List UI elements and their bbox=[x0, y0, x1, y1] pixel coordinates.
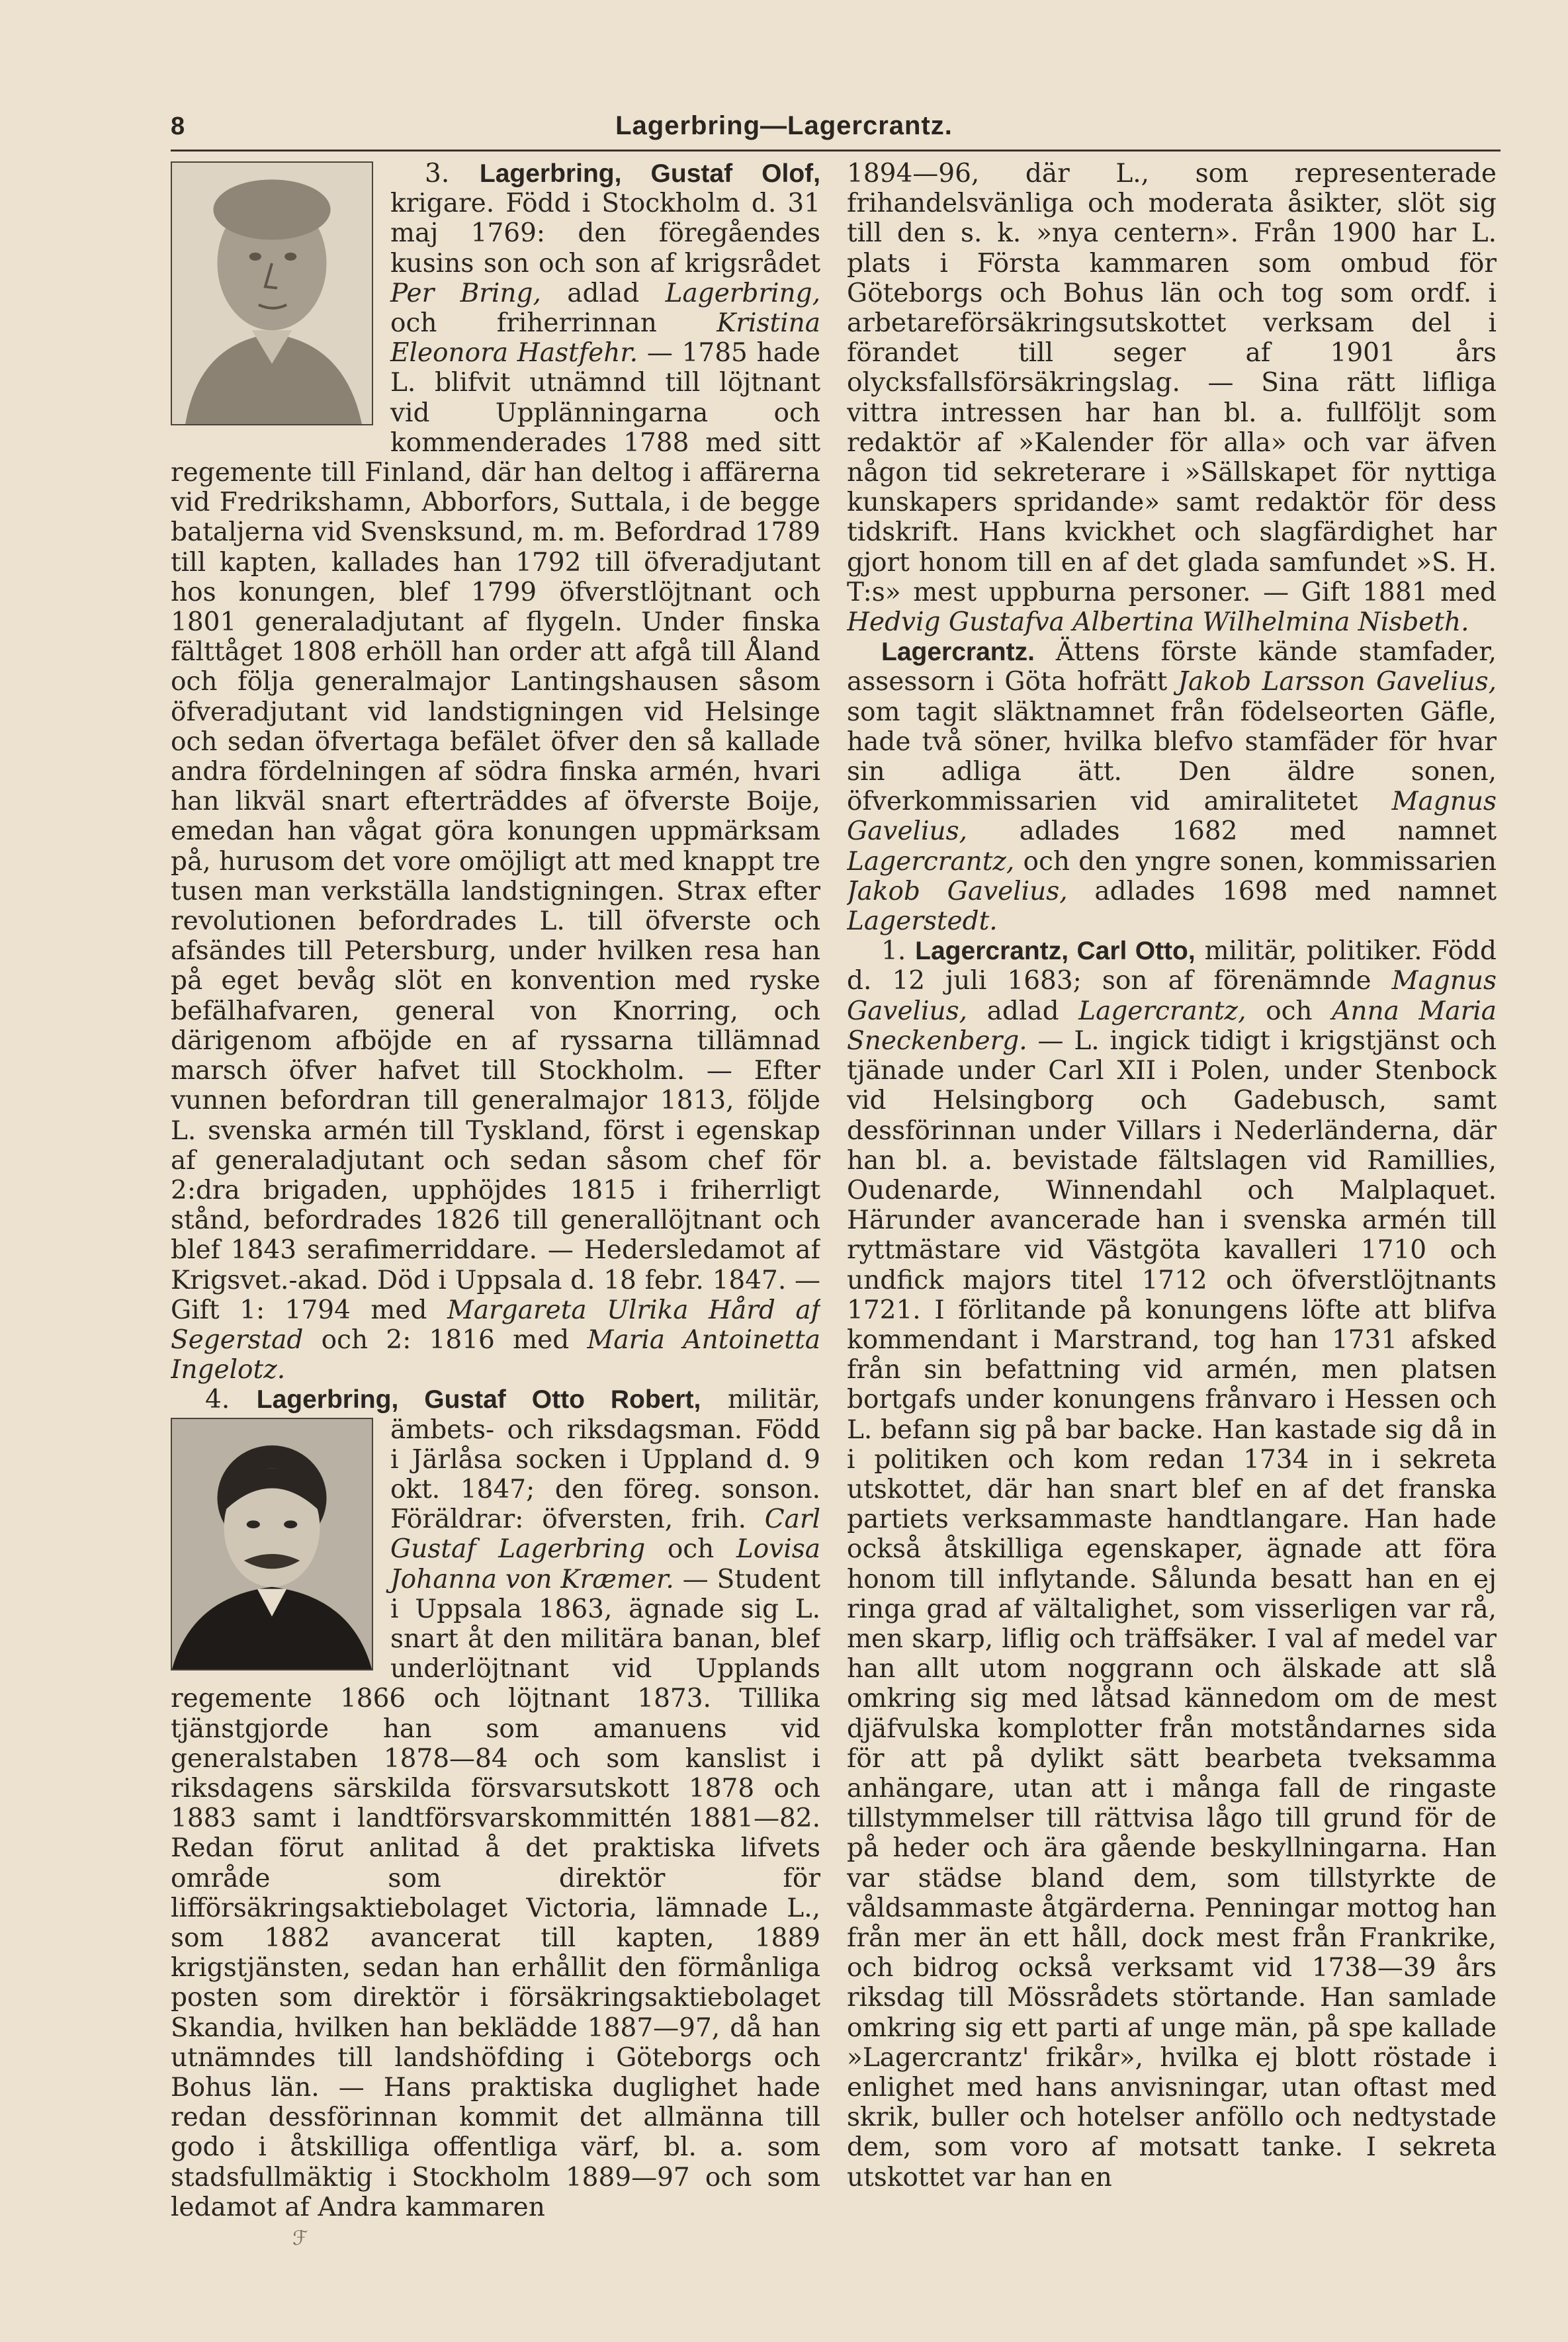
entry-text: och den yngre sonen, kommissarien bbox=[1014, 846, 1497, 877]
entry-carl-otto bbox=[847, 936, 1497, 2192]
entry-text: som tagit släktnamnet från födelseorten Gäfle, hade två söner, hvilka blefvo stamfäder för hvar sin adliga ätt. Den äldre sonen, öfverkommissarien vid amiralitetet bbox=[847, 697, 1497, 817]
entry-italic: Margareta Ulrika Hård af Segerstad bbox=[171, 1295, 820, 1355]
entry-gustaf-olof bbox=[171, 159, 820, 1385]
entry-text: och bbox=[645, 1534, 736, 1565]
entry-gustaf-otto-robert-continued bbox=[847, 159, 1497, 637]
entry-number: 3. bbox=[425, 159, 450, 189]
entry-text: adlades 1698 med namnet bbox=[1067, 876, 1497, 906]
entry-italic: Hedvig Gustafva Albertina Wilhelmina Nisbeth. bbox=[847, 607, 1469, 638]
entry-italic: Lagerbring, bbox=[665, 278, 820, 308]
entry-italic: Jakob Gavelius, bbox=[847, 876, 1068, 906]
entry-gustaf-otto-robert bbox=[171, 1385, 820, 2222]
entry-number: 4. bbox=[205, 1385, 230, 1415]
entry-text: adlad bbox=[967, 996, 1079, 1026]
entry-name: Lagercrantz. bbox=[881, 638, 1035, 667]
entry-text: adlades 1682 med namnet bbox=[967, 816, 1497, 847]
entry-number: 1. bbox=[881, 936, 906, 967]
left-column bbox=[171, 159, 820, 2296]
entry-text: och 2: 1816 med bbox=[303, 1324, 588, 1355]
entry-text: — Student i Uppsala 1863, ägnade sig L. snart åt den militära banan, blef underlöjtnant vid Upplands regemente 1866 och löjtnant 1873. Tillika tjänstgjorde han som amanuens vid generalstaben 1878—84 och som kanslist i riksdagens särskilda försvarsutskott 1878 och 1883 samt i landtförsvarskommittén 1881—82. Redan förut anlitad å det praktiska lifvets område som direktör för lifförsäkringsaktiebolaget Victoria, lämnade L., som 1882 avancerat till kapten, 1889 krigstjänsten, sedan han erhållit den förmånliga posten som direktör i försäkringsaktiebolaget Skandia, hvilken han beklädde 1887—97, då han utnämndes till landshöfding i Göteborgs och Bohus län. — Hans praktiska duglighet hade redan dessförinnan kommit det allmänna till godo i åtskilliga offentliga värf, bl. a. som stadsfullmäktig i Stockholm 1889—97 och som ledamot af Andra kammaren bbox=[171, 1564, 820, 2222]
entry-italic: Magnus Gavelius, bbox=[847, 787, 1497, 847]
entry-italic: Lagercrantz, bbox=[847, 846, 1015, 877]
stray-ink-mark: ℱ bbox=[292, 2227, 308, 2250]
entry-name: Lagerbring, Gustaf Olof, bbox=[479, 159, 820, 188]
portrait-2-image bbox=[172, 1419, 372, 1669]
entry-name: Lagerbring, Gustaf Otto Robert, bbox=[256, 1385, 701, 1414]
entry-text: Ättens förste kände stamfader, assessorn i Göta hofrätt bbox=[847, 637, 1497, 697]
entry-italic: Per Bring, bbox=[390, 278, 541, 308]
entry-italic: Lovisa Johanna von Kræmer. bbox=[390, 1534, 820, 1594]
entry-name: Lagercrantz, Carl Otto, bbox=[915, 937, 1196, 966]
running-title: Lagerbring—Lagercrantz. bbox=[615, 111, 953, 140]
entry-text: militär, politiker. Född d. 12 juli 1683; son af förenämnde bbox=[847, 936, 1497, 996]
entry-italic: Lagerstedt. bbox=[847, 906, 998, 937]
entry-text: — L. ingick tidigt i krigstjänst och tjänade under Carl XII i Polen, under Stenbock vid Helsingborg och Gadebusch, samt dessförinnan under Villars i Nederländerna, där han bl. a. bevistade fältslagen vid Ramillies, Oudenarde, Winnendahl och Malplaquet. Härunder avancerade han i svenska armén till ryttmästare vid Västgöta kavalleri 1710 och undfick majors titel 1712 och öfverstlöjtnants 1721. I förlitande på konungens löfte att blifva kommendant i Marstrand, tog han 1731 afsked från sin befattning vid armén, men platsen bortgafs under konungens frånvaro i Hessen och L. befann sig på bar backe. Han kastade sig då in i politiken och kom redan 1734 in i sekreta utskottet, där han snart blef en af det franska partiets verksammaste handtlangare. Han hade också åtskilliga egenskaper, ägnade att föra honom till inflytande. Sålunda besatt han en ej ringa grad af vältalighet, som visserligen var rå, men skarp, liflig och träffsäker. I val af medel var han allt utom noggrann och älskade att slå omkring sig med låtsad kännedom om de mest djäfvulska komplotter från motståndarnes sida för att på dylikt sätt bearbeta tveksamma anhängare, utan att i många fall de ringaste tillstymmelser till rättvisa lågo till grund för de på heder och ära gående beskyllningarna. Han var städse bland dem, som tillstyrkte de våldsammaste åtgärderna. Penningar mottog han från mer än ett håll, dock mest från Frankrike, och bidrog också verksamt vid 1738—39 års riksdag till Mössrådets störtande. Han samlade omkring sig ett parti af unge män, på spe kallade »Lagercrantz' frikår», hvilka ej blott röstade i enlighet med hans anvisningar, utan oftast med skrik, buller och hotelser anföllo och nedtystade dem, som voro af motsatt tanke. I sekreta utskottet var han en bbox=[847, 1025, 1497, 2192]
entry-text: 1894—96, där L., som representerade frihandelsvänliga och moderata åsikter, slöt sig till den s. k. »nya centern». Från 1900 har L. plats i Första kammaren som ombud för Göteborgs och Bohus län och tog som ordf. i arbetareförsäkringsutskottet verksam del i förandet till seger af 1901 års olycksfallsförsäkringslag. — Sina rätt lifliga vittra intressen har han bl. a. fullföljt som redaktör af »Kalender för alla» och var äfven någon tid sekreterare i »Sällskapet för nyttiga kunskapers spridande» samt redaktör för dess tidskrift. Hans kvickhet och slagfärdighet har gjort honom till en af det glada samfundet »S. H. T:s» mest uppburna personer. — Gift 1881 med bbox=[847, 159, 1497, 607]
entry-italic: Anna Maria Sneckenberg. bbox=[847, 996, 1497, 1056]
page-number: 8 bbox=[171, 112, 185, 140]
entry-text: militär, ämbets- och riksdagsman. Född i Järlåsa socken i Uppland d. 9 okt. 1847; den föreg. sonson. Föräldrar: öfversten, frih. bbox=[390, 1385, 820, 1535]
portrait-1-image bbox=[172, 163, 372, 424]
entry-text: krigare. Född i Stockholm d. 31 maj 1769: den föregåendes kusins son och son af krigsrådet bbox=[390, 189, 820, 279]
entry-text: adlad bbox=[541, 278, 666, 308]
entry-italic: Kristina Eleonora Hastfehr. bbox=[390, 308, 820, 369]
entry-italic: Carl Gustaf Lagerbring bbox=[390, 1504, 820, 1565]
header-rule bbox=[171, 150, 1501, 152]
right-column bbox=[847, 159, 1497, 2296]
entry-italic: Jakob Larsson Gavelius, bbox=[1178, 667, 1497, 697]
entry-italic: Lagercrantz, bbox=[1078, 996, 1246, 1026]
portrait-photo-gustaf-otto-robert bbox=[171, 1418, 373, 1670]
entry-text: — 1785 hade L. blifvit utnämnd till löjtnant vid Upplänningarna och kommenderades 1788 med sitt regemente till Finland, där han deltog i affärerna vid Fredrikshamn, Abborfors, Suttala, i de begge bataljerna vid Svensksund, m. m. Befordrad 1789 till kapten, kallades han 1792 till öfveradjutant hos konungen, blef 1799 öfverstlöjtnant och 1801 generaladjutant af flygeln. Under finska fälttåget 1808 erhöll han order att afgå till Åland och följa generalmajor Lantingshausen såsom öfveradjutant vid landstigningen vid Helsinge och sedan öfvertaga befälet öfver den så kallade andra fördelningen af södra finska armén, hvari han likväl snart efterträddes af öfverste Boije, emedan han vågat göra konungen uppmärksam på, hurusom det vore omöjligt att med knappt tre tusen man verkställa landstigningen. Strax efter revolutionen befordrades L. till öfverste och afsändes till Petersburg, under hvilken resa han på eget bevåg slöt en konvention med ryske befälhafvaren, general von Knorring, och därigenom afböjde en af ryssarna tillämnad marsch öfver hafvet till Stockholm. — Efter vunnen befordran till generalmajor 1813, följde L. svenska armén till Tyskland, först i egenskap af generaladjutant och sedan såsom chef för 2:dra brigaden, upphöjdes 1815 i friherrligt stånd, befordrades 1826 till generallöjtnant och blef 1843 serafimerriddare. — Hedersledamot af Krigsvet.-akad. Död i Uppsala d. 18 febr. 1847. — Gift 1: 1794 med bbox=[171, 338, 820, 1325]
portrait-engraving-gustaf-olof bbox=[171, 161, 373, 425]
entry-text: och friherrinnan bbox=[390, 308, 717, 339]
entry-text: och bbox=[1246, 996, 1332, 1026]
entry-italic: Maria Antoinetta Ingelotz. bbox=[171, 1324, 820, 1385]
entry-italic: Magnus Gavelius, bbox=[847, 966, 1497, 1026]
entry-lagercrantz-family bbox=[847, 637, 1497, 936]
